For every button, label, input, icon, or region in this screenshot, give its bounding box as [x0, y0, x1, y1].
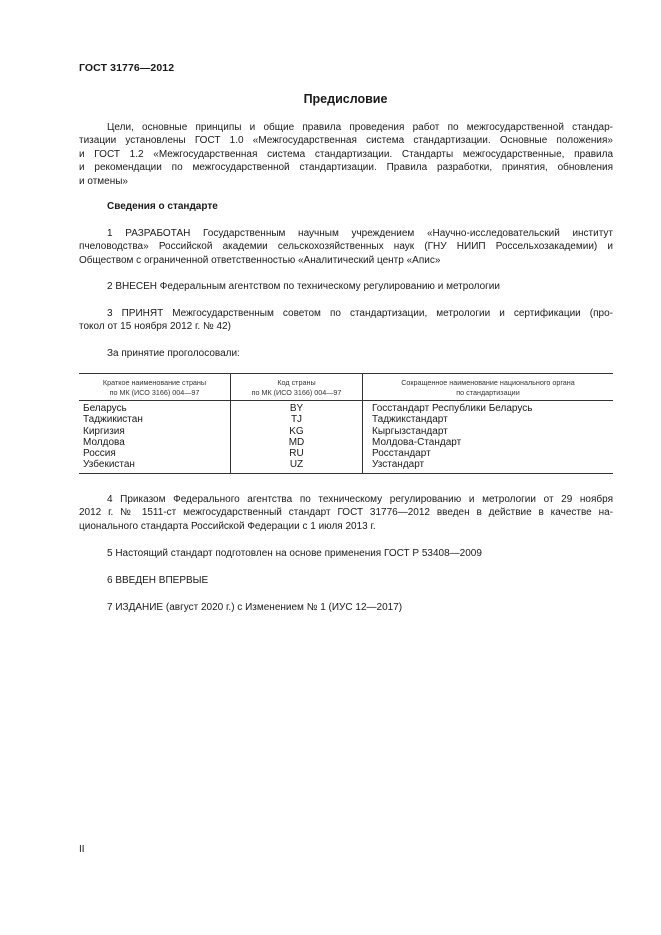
agency-cell: Узстандарт	[363, 459, 614, 473]
code-cell: MD	[231, 437, 363, 448]
intro-line: и отмены»	[79, 175, 128, 187]
table-header-agency	[363, 374, 614, 401]
header-text: по МК (ИСО 3166) 004—97	[109, 387, 200, 397]
code-cell: UZ	[231, 459, 363, 473]
intro-line: тизации установлены ГОСТ 1.0 «Межгосударственная система стандартизации. Основные положения»	[79, 135, 613, 147]
item-5-paragraph	[79, 547, 613, 560]
item-4-line: 2012 г. № 1511-ст межгосударственный стандарт ГОСТ 31776—2012 введен в действие в качестве на-	[79, 507, 613, 519]
item-2-line: 2 ВНЕСЕН Федеральным агентством по техническому регулированию и метрологии	[107, 281, 500, 292]
code-cell: RU	[231, 448, 363, 459]
agency-cell: Госстандарт Республики Беларусь	[372, 403, 533, 414]
page-title: Предисловие	[303, 92, 388, 106]
header-text: по МК (ИСО 3166) 004—97	[251, 387, 342, 397]
agency-cell: Кыргызстандарт	[372, 425, 448, 437]
vote-label: За принятие проголосовали:	[107, 348, 240, 359]
section-heading: Сведения о стандарте	[107, 201, 218, 212]
table-header-row	[79, 374, 613, 401]
table-row	[79, 401, 613, 415]
table-header-code	[231, 374, 363, 401]
intro-line: Цели, основные принципы и общие правила проведения работ по межгосударственной стандар-	[107, 122, 613, 133]
agency-cell: Таджикстандарт	[372, 414, 448, 426]
agency-cell: Молдова-Стандарт	[372, 436, 462, 448]
item-5-line: 5 Настоящий стандарт подготовлен на основе применения ГОСТ Р 53408—2009	[107, 548, 482, 559]
agency-cell: Росстандарт	[372, 448, 431, 460]
table-row	[79, 414, 613, 425]
item-6-line: 6 ВВЕДЕН ВПЕРВЫЕ	[107, 575, 209, 586]
item-3-paragraph	[79, 307, 613, 334]
country-cell: Молдова	[79, 437, 231, 448]
document-code: ГОСТ 31776—2012	[79, 62, 175, 74]
item-1-paragraph	[79, 227, 613, 267]
country-cell: Киргизия	[79, 426, 231, 437]
item-7-paragraph	[79, 601, 613, 614]
item-2-paragraph	[79, 280, 613, 293]
header-text: по стандартизации	[456, 387, 520, 397]
item-4-line: ционального стандарта Российской Федерации с 1 июля 2013 г.	[79, 520, 376, 532]
country-cell: Таджикистан	[79, 414, 231, 425]
intro-line: и ГОСТ 1.2 «Межгосударственная система стандартизации. Стандарты межгосударственные, правила	[79, 148, 613, 160]
country-cell: Узбекистан	[79, 459, 231, 473]
page-number: II	[79, 844, 85, 855]
item-1-line: пчеловодства» Российской академии сельскохозяйственных наук (ГНУ НИИП Россельхозакадемии) и	[79, 241, 613, 253]
voting-countries-table	[79, 373, 613, 474]
header-text: Сокращенное наименование национального органа	[401, 378, 575, 387]
item-7-line: 7 ИЗДАНИЕ (август 2020 г.) с Изменением № 1 (ИУС 12—2017)	[107, 602, 403, 613]
intro-line: и рекомендации по межгосударственной стандартизации. Правила разработки, принятия, обновления	[79, 162, 613, 174]
table-row	[79, 459, 613, 473]
country-cell: Россия	[79, 448, 231, 459]
table-row	[79, 437, 613, 448]
table-row	[79, 448, 613, 459]
item-4-line: 4 Приказом Федерального агентства по техническому регулированию и метрологии от 29 ноября	[107, 494, 613, 505]
header-text: Краткое наименование страны	[102, 378, 207, 387]
item-1-line: 1 РАЗРАБОТАН Государственным научным учреждением «Научно-исследовательский институт	[107, 228, 613, 239]
code-cell: TJ	[231, 414, 363, 425]
item-6-paragraph	[79, 574, 613, 587]
code-cell: KG	[231, 426, 363, 437]
country-cell: Беларусь	[79, 401, 231, 415]
table-header-country	[79, 374, 231, 401]
item-1-line: Обществом с ограниченной ответственностью «Аналитический центр «Апис»	[79, 254, 441, 266]
item-3-line: 3 ПРИНЯТ Межгосударственным советом по стандартизации, метрологии и сертификации (про-	[107, 308, 613, 319]
item-3-line: токол от 15 ноября 2012 г. № 42)	[79, 321, 231, 333]
item-4-paragraph	[79, 493, 613, 533]
intro-paragraph	[79, 121, 613, 188]
code-cell: BY	[231, 401, 363, 415]
table-row	[79, 426, 613, 437]
header-text: Код страны	[277, 378, 316, 387]
